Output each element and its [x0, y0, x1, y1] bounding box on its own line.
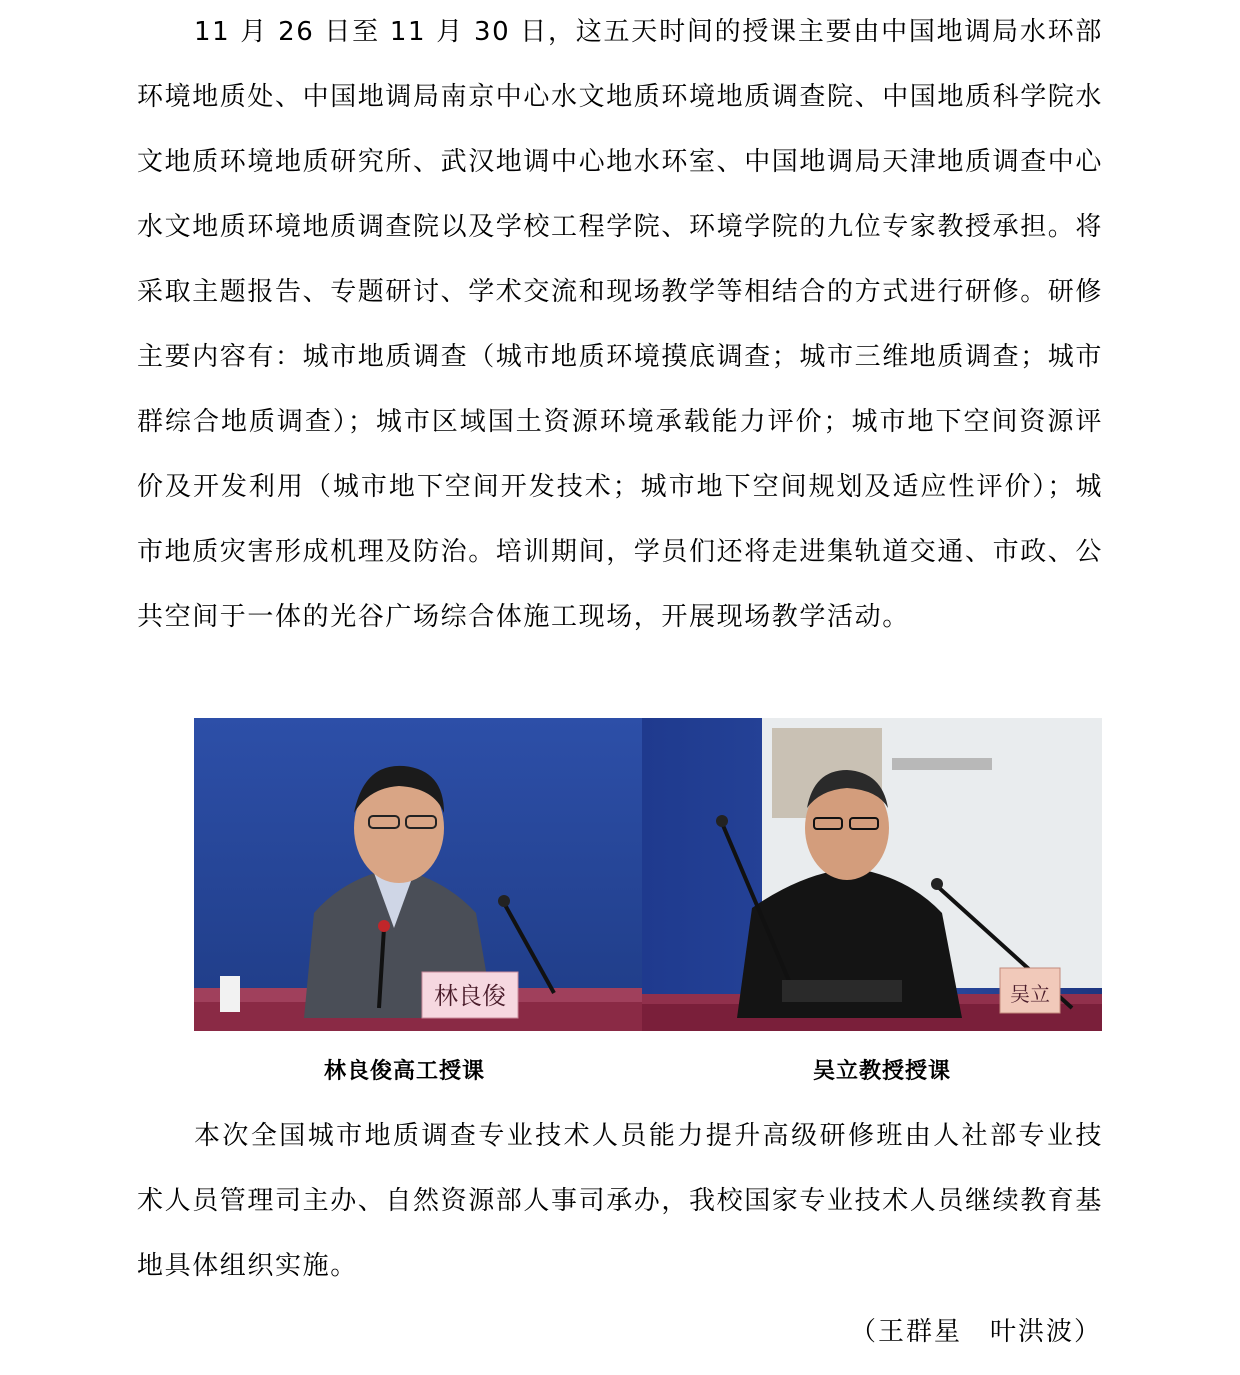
body-paragraph-1: 11 月 26 日至 11 月 30 日，这五天时间的授课主要由中国地调局水环部环境地质处、中国地调局南京中心水文地质环境地质调查院、中国地质科学院水文地质环境地质研究所、武汉地调中心地水环室、中国地调局天津地质调查中心水文地质环境地质调查院以及学校工程学院、环境学院的九位专家教授承担。将采取主题报告、专题研讨、学术交流和现场教学等相结合的方式进行研修。研修主要内容有：城市地质调查（城市地质环境摸底调查；城市三维地质调查；城市群综合地质调查）；城市区域国土资源环境承载能力评价；城市地下空间资源评价及开发利用（城市地下空间开发技术；城市地下空间规划及适应性评价）；城市地质灾害形成机理及防治。培训期间，学员们还将走进集轨道交通、市政、公共空间于一体的光谷广场综合体施工现场，开展现场教学活动。 — [137, 17, 1104, 632]
nameplate-lin: 林良俊 — [434, 982, 506, 1010]
photo-caption-lin: 林良俊高工授课 — [324, 1058, 486, 1084]
lecture-photo-lin — [194, 718, 642, 1031]
photo-caption-wu: 吴立教授授课 — [813, 1058, 952, 1084]
body-paragraph-2: 本次全国城市地质调查专业技术人员能力提升高级研修班由人社部专业技术人员管理司主办、自然资源部人事司承办，我校国家专业技术人员继续教育基地具体组织实施。 — [137, 1121, 1104, 1281]
photo-strip — [194, 718, 1102, 1031]
lecture-photo-wu — [642, 718, 1102, 1031]
author-byline: （王群星 叶洪波） — [849, 1317, 1102, 1347]
nameplate-wu: 吴立 — [1010, 982, 1050, 1006]
